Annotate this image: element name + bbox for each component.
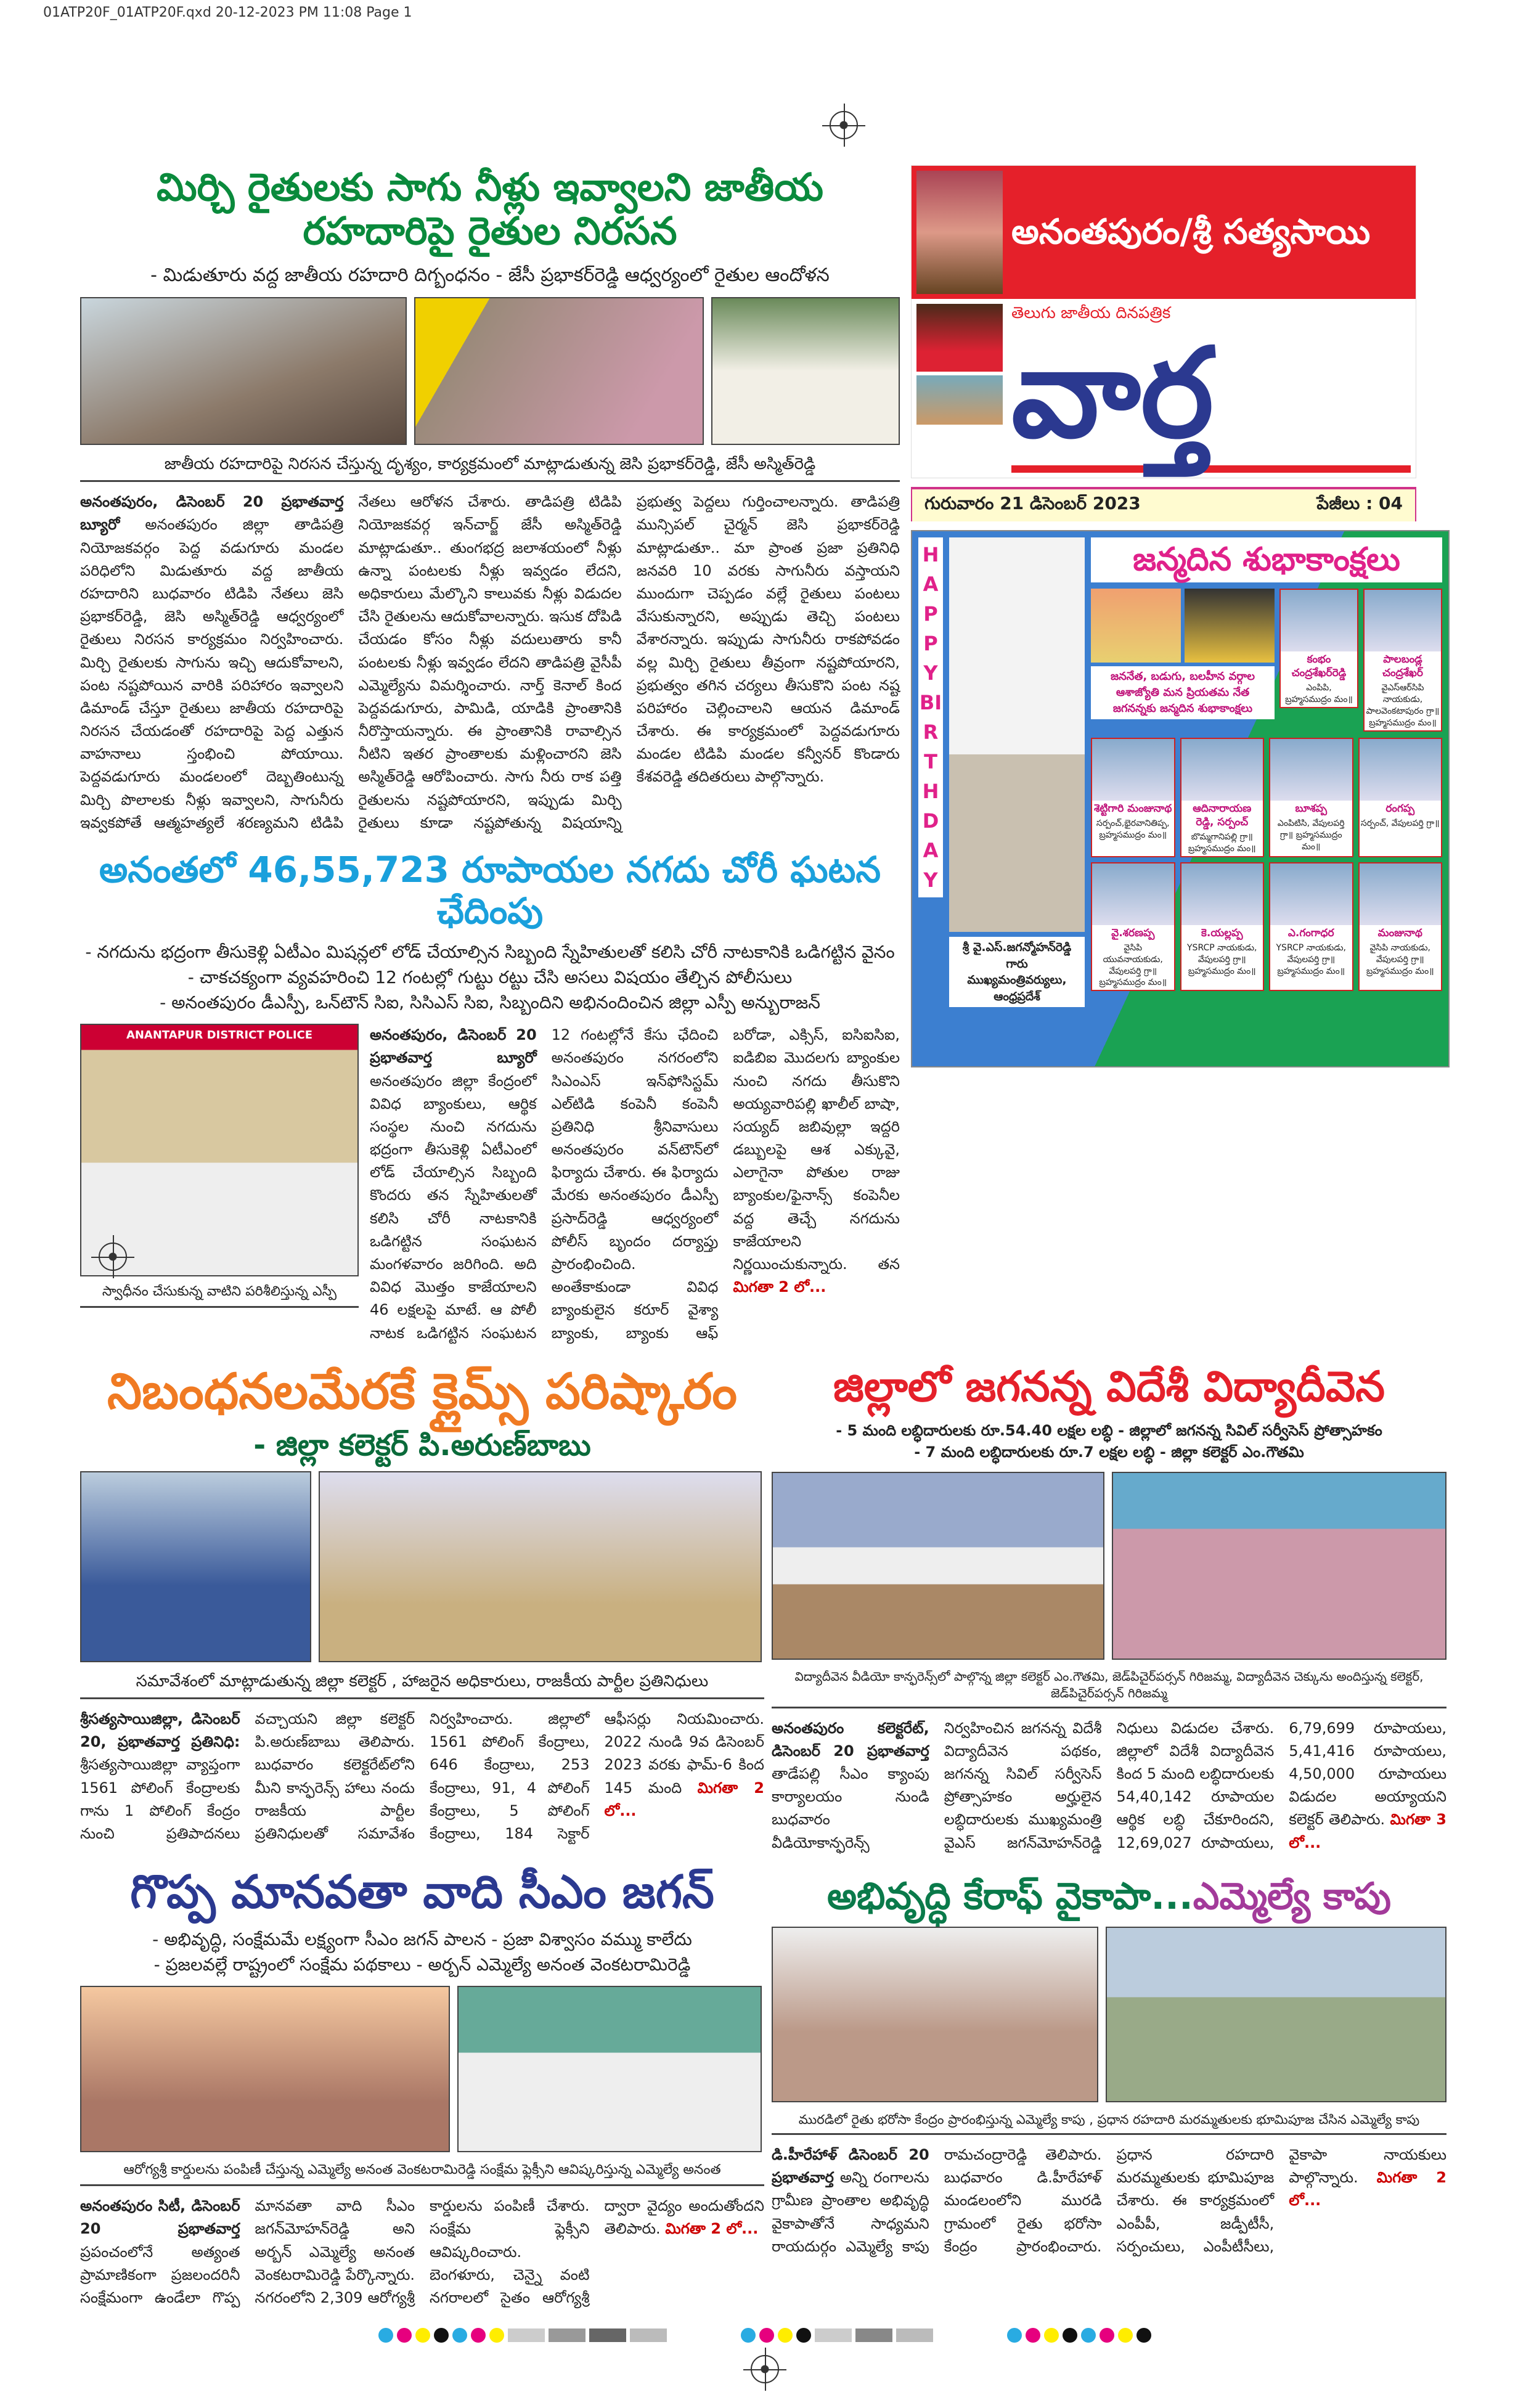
- person-role: YSRCP నాయకుడు, వేపులపర్తి గ్రా॥ బ్రహ్మసముద్రం మం॥: [1276, 942, 1346, 976]
- story2-subheads: [80, 940, 900, 1015]
- police-seized-cash-photo: [80, 1024, 359, 1276]
- person-photo: [1270, 863, 1352, 925]
- person-card: [1358, 862, 1443, 992]
- story6-body: [80, 2195, 764, 2309]
- cm-photo: [949, 537, 1085, 932]
- story1-photos: [80, 297, 900, 445]
- person-name: రంగప్ప: [1385, 802, 1415, 815]
- masthead-rule: [1011, 465, 1411, 473]
- person-name: ఎ.గంగాధర: [1287, 926, 1334, 939]
- ad-content: [1091, 537, 1442, 1060]
- road-bhoomi-puja-photo: [1106, 1927, 1446, 2102]
- person-photo: [1360, 739, 1442, 801]
- story2-subhead: - అనంతపురం డీఎస్పీ, ఒన్‌టౌన్ సిఐ, సిసిఎస్ సిఐ, సిబ్బందిని అభినందించిన జిల్లా ఎస్పీ అన్బురాజన్: [160, 992, 820, 1013]
- cm-name-block: [949, 937, 1085, 1007]
- edition-name: అనంతపురం/శ్రీ సత్యసాయి: [1011, 212, 1371, 253]
- story6-text: ప్రపంచంలోనే అత్యంత ప్రామాణికంగా ప్రజలందరినీ సంక్షేమంగా ఉండేలా గొప్ప మానవతా వాది సీఎం జగన్‌మోహన్‌రెడ్డి అని అర్బన్ ఎమ్మెల్యే అనంత వెంకటరామిరెడ్డి పేర్కొన్నారు. నగరంలోని 2,309 ఆరోగ్యశ్రీ కార్డులను పంపిణీ చేశారు. సంక్షేమ ఫ్లెక్సీని ఆవిష్కరించారు. బెంగళూరు, చెన్నై వంటి నగరాలలో సైతం ఆరోగ్యశ్రీ ద్వారా వైద్యం అందుతోందని తెలిపారు.: [80, 2197, 764, 2306]
- cm-role: ముఖ్యమంత్రివర్యులు, ఆంధ్రప్రదేశ్: [967, 973, 1067, 1003]
- story3-caption: విద్యాదీవెన వీడియో కాన్ఫరెన్స్‌లో పాల్గొన్న జిల్లా కలెక్టర్ ఎం.గౌతమి, జెడ్‌పిచైర్‌పర్సన్ గిరిజమ్మ, విద్యాదీవెన చెక్కును అందిస్తున్న కలెక్టర్, జెడ్‌పిచైర్‌పర్సన్ గిరిజమ్మ: [772, 1668, 1446, 1708]
- person-role: సర్పంచ్, వేపులపర్తి గ్రా॥: [1360, 818, 1440, 828]
- person-card: [1269, 862, 1353, 992]
- person-role: ఎంపిటిసి, వేపులపర్తి గ్రా॥ బ్రహ్మసముద్రం మం॥: [1277, 818, 1345, 852]
- meeting-hall-photo: [319, 1471, 762, 1662]
- story2-headline: అనంతలో 46,55,723 రూపాయల నగదు చోరీ ఘటన ఛేదింపు: [99, 849, 881, 932]
- registration-mark-icon: [751, 2355, 779, 2383]
- masthead-logo-block: [1011, 304, 1411, 473]
- person-photo: [1181, 863, 1263, 925]
- date-bar: [911, 487, 1416, 521]
- ad-person-grid: [1091, 738, 1442, 992]
- story6-subhead: - అభివృద్ధి, సంక్షేమమే లక్ష్యంగా సీఎం జగన్ పాలన - ప్రజా విశ్వాసం వమ్ము కాలేదు: [152, 1929, 692, 1950]
- story3-dateline: అనంతపురం కలెక్టరేట్, డిసెంబర్ 20 ప్రభాతవార్త: [772, 1719, 929, 1760]
- story4-text: శ్రీసత్యసాయిజిల్లా వ్యాప్తంగా 1561 పోలింగ్ కేంద్రాలకు గాను 1 పోలింగ్ కేంద్రం నుంచి ప్రతిపాదనలు వచ్చాయని జిల్లా కలెక్టర్ పి.అరుణ్‌బాబు తెలిపారు. బుధవారం కలెక్టరేట్‌లోని మీని కాన్ఫరెన్స్ హాలు నందు రాజకీయ పార్టీల ప్రతినిధులతో సమావేశం నిర్వహించారు. జిల్లాలో 1561 పోలింగ్ కేంద్రాలు, 646 కేంద్రాలు, 253 కేంద్రాలు, 91, 4 పోలింగ్ కేంద్రాలు, 5 పోలింగ్ కేంద్రాలు, 184 సెక్టార్ ఆఫీసర్లు నియమించారు. 2022 నుండి 9వ డిసెంబర్ 2023 వరకు ఫామ్-6 కింద 145 మంది: [80, 1710, 764, 1842]
- story5-text: అన్ని రంగాలను గ్రామీణ ప్రాంతాల అభివృద్ధి వైకాపాతోనే సాధ్యమని రాయదుర్గం ఎమ్మెల్యే కాపు రామచంద్రారెడ్డి తెలిపారు. బుధవారం డి.హీరేహాళ్ మండలంలోని మురడి గ్రామంలో రైతు భరోసా కేంద్రం ప్రారంభించారు. ప్రధాన రహదారి మరమ్మతులకు భూమిపూజ చేశారు. ఈ కార్యక్రమంలో ఎంపీపీ, జడ్పీటీసీ, సర్పంచులు, ఎంపీటీసీలు, వైకాపా నాయకులు పాల్గొన్నారు.: [772, 2146, 1446, 2255]
- leader-interview-photo: [711, 297, 900, 445]
- ad-leader-photos: [1091, 589, 1275, 663]
- tagline: తెలుగు జాతీయ దినపత్రిక: [1011, 304, 1171, 322]
- cheque-distribution-photo: [1112, 1472, 1446, 1660]
- story3-photos: [772, 1472, 1446, 1660]
- story3-subhead: - 7 మంది లబ్ధిదారులకు రూ.7 లక్షల లబ్ధి - జిల్లా కలెక్టర్ ఎం.గౌతమి: [914, 1443, 1304, 1461]
- continued-link[interactable]: మిగతా 2 లో...: [665, 2220, 759, 2238]
- story6-subhead: - ప్రజలవల్లే రాష్ట్రంలో సంక్షేమ పథకాలు - అర్బన్ ఎమ్మెల్యే అనంత వెంకటరామిరెడ్డి: [153, 1954, 691, 1975]
- story4-headline: నిబంధనలమేరకే క్లైమ్స్ పరిష్కారం: [107, 1362, 737, 1420]
- story5-dateline: డి.హీరేహాళ్ డిసెంబర్ 20 ప్రభాతవార్త: [772, 2146, 929, 2187]
- top-section: [80, 165, 1450, 1345]
- person-name: ఆదినారాయణ రెడ్డి, సర్పంచ్: [1193, 802, 1252, 828]
- flexi-unveiling-photo: [457, 1986, 762, 2152]
- story4-body: [80, 1708, 764, 1845]
- collector-speaking-photo: [80, 1471, 311, 1662]
- top-right-column: [911, 165, 1450, 1067]
- ad-top-row: [1091, 589, 1442, 732]
- person-photo: [1281, 590, 1357, 651]
- person-role: YSRCP నాయకుడు, వేపులపర్తి గ్రా॥ బ్రహ్మసముద్రం మం॥: [1187, 942, 1257, 976]
- person-role: ఎంపిపి, బ్రహ్మసముద్రం మం॥: [1285, 683, 1353, 705]
- story2-caption: స్వాధీనం చేసుకున్న వాటిని పరిశీలిస్తున్న ఎస్పీ: [80, 1283, 359, 1308]
- story5-headline-part2: ఎమ్మెల్యే కాపు: [1193, 1874, 1391, 1918]
- nandi-statue-photo: [916, 375, 1003, 425]
- person-photo: [1181, 739, 1263, 801]
- video-conference-photo: [772, 1472, 1104, 1660]
- page-footer: [80, 2328, 1450, 2383]
- police-banner-text: ANANTAPUR DISTRICT POLICE: [126, 1029, 313, 1042]
- ad-title: జన్మదిన శుభాకాంక్షలు: [1091, 537, 1442, 582]
- story5-photos: [772, 1927, 1446, 2102]
- story1-dateline: అనంతపురం, డిసెంబర్ 20 ప్రభాతవార్త బ్యూరో: [80, 493, 344, 534]
- person-photo: [1360, 863, 1442, 925]
- story1-headline: మిర్చి రైతులకు సాగు నీళ్లు ఇవ్వాలని జాతీయ రహదారిపై రైతుల నిరసన: [157, 165, 823, 254]
- story2-body: [370, 1024, 900, 1345]
- story6-subheads: [80, 1927, 764, 1977]
- continued-link[interactable]: మిగతా 3 లో...: [1289, 1811, 1446, 1851]
- masthead-band: [912, 166, 1416, 299]
- story3-headline: జిల్లాలో జగనన్న విదేశీ విద్యాదీవెన: [833, 1362, 1385, 1411]
- person-role: వైసిపి యువనాయకుడు, వేపులపర్తి గ్రా॥ బ్రహ్మసముద్రం మం॥: [1099, 942, 1167, 988]
- person-name: కె.యల్లప్ప: [1201, 926, 1243, 939]
- issue-date: గురువారం 21 డిసెంబర్ 2023: [924, 493, 1141, 513]
- birthday-advertisement: [911, 530, 1450, 1067]
- story6-dateline: అనంతపురం సిటీ, డిసెంబర్ 20 ప్రభాతవార్త: [80, 2197, 240, 2238]
- story4-dateline: శ్రీసత్యసాయిజిల్లా, డిసెంబర్ 20, ప్రభాతవార్త ప్రతినిధి:: [80, 1710, 240, 1751]
- story4-caption: సమావేశంలో మాట్లాడుతున్న జిల్లా కలెక్టర్ , హాజరైన అధికారులు, రాజకీయ పార్టీల ప్రతినిధులు: [80, 1671, 764, 1699]
- page-count: పేజీలు : 04: [1316, 493, 1403, 513]
- story6-caption: ఆరోగ్యశ్రీ కార్డులను పంపిణీ చేస్తున్న ఎమ్మెల్యే అనంత వెంకటరామిరెడ్డి సంక్షేమ ఫ్లెక్సీని ఆవిష్కరిస్తున్న ఎమ్మెల్యే అనంత: [80, 2161, 764, 2186]
- story1-caption: జాతీయ రహదారిపై నిరసన చేస్తున్న దృశ్యం, కార్యక్రమంలో మాట్లాడుతున్న జెసి ప్రభాకర్‌రెడ్డి, జేసీ అస్మిత్‌రెడ్డి: [80, 454, 900, 482]
- person-card: [1091, 738, 1175, 857]
- story3-subhead: - 5 మంది లబ్ధిదారులకు రూ.54.40 లక్షల లబ్ధి - జిల్లాలో జగనన్న సివిల్ సర్వీసెస్ ప్రోత్సాహకం: [836, 1421, 1382, 1439]
- bottom-section: [80, 1363, 1450, 2309]
- health-card-distribution-photo: [80, 1986, 450, 2152]
- story2-content: [80, 1024, 900, 1345]
- woman-leader-photo: [1185, 589, 1275, 663]
- sai-baba-photo: [916, 304, 1003, 372]
- continued-link[interactable]: మిగతా 2 లో...: [733, 1278, 826, 1296]
- person-name: మంజునాథ: [1377, 926, 1422, 939]
- top-left-column: [80, 165, 900, 1345]
- story1-text: అనంతపురం జిల్లా తాడిపత్రి నియోజకవర్గం పెద్ద వడుగూరు మండల పరిధిలోని మిడుతూరు వద్ద జాతీయ రహదారిని బుధవారం టిడిపి నేతలు జెసి ప్రభాకర్‌రెడ్డి, జెసి అస్మిత్‌రెడ్డి ఆధ్వర్యంలో రైతులు నిరసన కార్యక్రమం నిర్వహించారు. మిర్చి రైతులకు సాగును ఇచ్చి ఆదుకోవాలని, పంట నష్టపోయిన వారికి పరిహారం ఇవ్వాలని డిమాండ్ చేస్తూ రైతులు జాతీయ రహదారిపై నిరసన చేయడంతో రహదారిపై పెద్ద ఎత్తున వాహనాలు స్తంభించి పోయాయి. పెద్దవడుగూరు మండలంలో దెబ్బతింటున్న మిర్చి పొలాలకు నీళ్లు ఇవ్వాలని, సాగునీరు ఇవ్వకపోతే ఆత్మహత్యలే శరణ్యమని టిడిపి నేతలు ఆరోళన చేశారు. తాడిపత్రి టిడిపి నియోజకవర్గ ఇన్‌చార్జ్ జేసీ అస్మిత్‌రెడ్డి మాట్లాడుతూ.. తుంగభద్ర జలాశయంలో నీళ్లు ఉన్నా పంటలకు నీళ్లు ఇవ్వడం లేదని, అధికారులు మేల్కొని కాలువకు నీళ్లు విడుదల చేసి రైతులను ఆదుకోవాలన్నారు. ఇసుక దోపిడి చేయడం కోసం నీళ్లు వదులుతారు కానీ పంటలకు నీళ్లు ఇవ్వడం లేదని తాడిపత్రి వైసీపీ ఎమ్మెల్యేను విమర్శించారు. నార్త్ కెనాల్ కింద పెద్దవడుగూరు, పామిడి, యాడికి ప్రాంతానికి నీరొస్తాయన్నారు. ఈ ప్రాంతానికి రావాల్సిన నీటిని ఇతర ప్రాంతాలకు మళ్లించారని జెసి అస్మిత్‌రెడ్డి ఆరోపించారు. సాగు నీరు రాక పత్తి రైతులను నష్టపోయారని, ఇప్పుడు మిర్చి రైతులు కూడా నష్టపోతున్న విషయాన్ని ప్రభుత్వ పెద్దలు గుర్తించాలన్నారు. తాడిపత్రి మున్సిపల్ చైర్మన్ జెసి ప్రభాకర్‌రెడ్డి మాట్లాడుతూ.. మా ప్రాంత ప్రజా ప్రతినిధి జనవరి 10 వరకు సాగునీరు వస్తాయని ముందుగా చెప్పడం వల్లే రైతులు పంటలు వేసుకున్నారని, అప్పుడు తెచ్చి పంటలు వేశారన్నారు. ఇప్పుడు సాగునీరు రాకపోవడం వల్ల మిర్చి రైతులు తీవ్రంగా నష్టపోయారని, ప్రభుత్వం తగిన చర్యలు తీసుకొని పంట నష్ట పరిహారం చెల్లించాలని ఆయన డిమాండ్ చేశారు. ఈ కార్యక్రమంలో పెద్దవడుగూరు మండల టిడిపి మండల కన్వీనర్ కొండారు కేశవరెడ్డి తదితరులు పాల్గొన్నారు.: [80, 493, 900, 831]
- newspaper-logo: వార్త: [1011, 322, 1214, 465]
- story6-photos: [80, 1986, 764, 2152]
- story2-text: అనంతపురం జిల్లా కేంద్రంలో వివిధ బ్యాంకులు, ఆర్థిక సంస్థల నుంచి నగదును భద్రంగా తీసుకెళ్లి ఏటీఎంలో లోడ్ చేయాల్సిన సిబ్బంది కొందరు తన స్నేహితులతో కలిసి చోరీ నాటకానికి ఒడిగట్టిన సంఘటన మంగళవారం జరిగింది. అది వివిధ మొత్తం కాజేయాలని 46 లక్షలపై మాటే. ఆ పోలీ నాటక ఒడిగట్టిన సంఘటన 12 గంటల్లోనే కేసు ఛేదించి అనంతపురం నగరంలోని సిఎంఎస్ ఇన్‌ఫోసిస్టమ్ ఎల్‌టిడి కంపెనీ కంపెనీ ప్రతినిధి శ్రీనివాసులు అనంతపురం వన్‌టౌన్‌లో ఫిర్యాదు చేశారు. ఈ ఫిర్యాదు మేరకు అనంతపురం డీఎస్పీ ప్రసాద్‌రెడ్డి ఆధ్వర్యంలో పోలీస్ బృందం దర్యాప్తు ప్రారంభించింది. అంతేకాకుండా వివిధ బ్యాంకులైన కరూర్ వైశ్యా బ్యాంకు, బ్యాంకు ఆఫ్ బరోడా, ఎక్సిస్, ఐసిఐసిఐ, ఐడిబిఐ మొదలగు బ్యాంకుల నుంచి నగదు తీసుకొని అయ్యవారిపల్లి ఖాలీల్ బాషా, సయ్యద్ జబివుల్లా ఇద్దరి డబ్బులపై ఆశ ఎక్కువై, ఎలాగైనా పోతుల రాజు బ్యాంకుల/ఫైనాన్స్ కంపెనీల వద్ద తెచ్చే నగదును కాజేయాలని నిర్ణయించుకున్నారు. తన: [370, 1026, 900, 1342]
- happy-birthday-vertical: HAPPY BIRTHDAY: [918, 537, 943, 897]
- cm-block: [949, 537, 1085, 1060]
- ad-intro: [1091, 589, 1275, 719]
- rythu-bharosa-opening-photo: [772, 1927, 1098, 2102]
- person-role: వైఎస్ఆర్‌సిపి నాయకుడు, పాలవెంకటాపురం గ్రా॥ బ్రహ్మసముద్రం మం॥: [1366, 683, 1440, 728]
- cm-name: శ్రీ వై.ఎస్.జగన్మోహన్‌రెడ్డి గారు: [962, 941, 1072, 971]
- person-name: శెట్టిగారి మంజునాథ: [1094, 802, 1172, 815]
- print-color-bar: [378, 2328, 667, 2343]
- protest-crowd-photo: [414, 297, 704, 445]
- story3-subheads: [772, 1420, 1446, 1463]
- bottom-left-column: [80, 1363, 764, 2309]
- story6-headline: గొప్ప మానవతా వాది సీఎం జగన్: [130, 1866, 714, 1919]
- story4-photos: [80, 1471, 764, 1662]
- masthead: [911, 165, 1416, 478]
- masthead-lower: [912, 299, 1416, 478]
- person-name: బూశప్ప: [1295, 802, 1328, 815]
- person-photo: [1092, 739, 1174, 801]
- farmers-protest-photo: [80, 297, 407, 445]
- print-color-bar: [1007, 2328, 1151, 2343]
- file-slug: 01ATP20F_01ATP20F.qxd 20-12-2023 PM 11:08 Page 1: [43, 5, 412, 20]
- continued-link[interactable]: మిగతా 2 లో...: [1289, 2169, 1446, 2210]
- print-color-bars: [378, 2328, 1151, 2343]
- person-card: [1279, 589, 1358, 708]
- story1-body: [80, 491, 900, 835]
- story5-caption: మురడిలో రైతు భరోసా కేంద్రం ప్రారంభిస్తున్న ఎమ్మెల్యే కాపు , ప్రధాన రహదారి మరమ్మతులకు భూమిపూజ చేసిన ఎమ్మెల్యే కాపు: [772, 2111, 1446, 2135]
- continued-link[interactable]: మిగతా 2 లో...: [604, 1779, 764, 1819]
- person-card: [1363, 589, 1442, 732]
- masthead-photos: [916, 304, 1003, 473]
- person-card: [1269, 738, 1353, 857]
- person-role: వైసిపి నాయకుడు, వేపులపర్తి గ్రా॥ బ్రహ్మసముద్రం మం॥: [1366, 942, 1434, 976]
- story2-subhead: - నగదును భద్రంగా తీసుకెళ్లి ఏటీఎం మిషన్లలో లోడ్ చేయాల్సిన సిబ్బంది స్నేహితులతో కలిసి చోరీ నాటకానికి ఒడిగట్టిన వైనం: [85, 942, 895, 963]
- person-role: సర్పంచ్,భైరవానితిప్ప, బ్రహ్మసముద్రం మం॥: [1096, 818, 1170, 840]
- person-photo: [1092, 863, 1174, 925]
- print-color-bar: [741, 2328, 933, 2343]
- person-photo: [1365, 590, 1441, 651]
- person-card: [1091, 862, 1175, 992]
- person-card: [1358, 738, 1443, 857]
- person-card: [1180, 862, 1265, 992]
- person-card: [1180, 738, 1265, 857]
- deity-photo: [916, 171, 1003, 294]
- person-photo: [1270, 739, 1352, 801]
- story2-subhead: - చాకచక్యంగా వ్యవహరించి 12 గంటల్లో గుట్టు రట్టు చేసి అసలు విషయం తేల్చిన పోలీసులు: [187, 966, 793, 987]
- person-name: వై.శరణప్ప: [1111, 926, 1155, 939]
- story1-subhead: - మిడుతూరు వద్ద జాతీయ రహదారి దిగ్బంధనం - జేసీ ప్రభాకర్‌రెడ్డి ఆధ్వర్యంలో రైతుల ఆందోళన: [150, 264, 830, 286]
- story4-subhead: - జిల్లా కలెక్టర్ పి.అరుణ్‌బాబు: [253, 1427, 591, 1463]
- story3-text: తాడేపల్లి సీఎం క్యాంపు కార్యాలయం నుండి బుధవారం వీడియోకాన్ఫరెన్స్ నిర్వహించిన జగనన్న విదేశీ విద్యాదీవెన పథకం, జగనన్న సివిల్ సర్వీసెస్ ప్రోత్సాహకం అర్హులైన లబ్ధిదారులకు ముఖ్యమంత్రి వైఎస్ జగన్‌మోహన్‌రెడ్డి నిధులు విడుదల చేశారు. జిల్లాలో విదేశీ విద్యాదీవెన కింద 5 మంది లబ్ధిదారులకు 54,40,142 రూపాయల ఆర్థిక లబ్ధి చేకూరిందని, 12,69,027 రూపాయలు, 6,79,699 రూపాయలు, 5,41,416 రూపాయలు, 4,50,000 రూపాయలు విడుదల అయ్యాయని కలెక్టర్ తెలిపారు.: [772, 1719, 1446, 1851]
- story5-headline-part1: అభివృద్ధి కేరాఫ్ వైకాపా...: [827, 1874, 1193, 1918]
- ysr-photo: [1091, 589, 1181, 663]
- story2-dateline: అనంతపురం, డిసెంబర్ 20 ప్రభాతవార్త బ్యూరో: [370, 1026, 537, 1067]
- registration-mark-icon: [99, 1243, 127, 1271]
- person-name: కంభం చంద్రశేఖర్‌రెడ్డి: [1291, 653, 1347, 680]
- person-name: పాలబండ్ల చంద్రశేఖర్: [1382, 653, 1423, 680]
- story5-body: [772, 2144, 1446, 2258]
- registration-mark-icon: [830, 111, 858, 139]
- story3-body: [772, 1717, 1446, 1855]
- story5-headline: [772, 1875, 1446, 1918]
- person-role: బొమ్మగానిపల్లి గ్రా॥ బ్రహ్మసముద్రం మం॥: [1188, 831, 1256, 854]
- ad-message: జననేత, బడుగు, బలహీన వర్గాల ఆశాజ్యోతి మన ప్రియతమ నేత జగనన్నకు జన్మదిన శుభాకాంక్షలు: [1091, 666, 1275, 719]
- bottom-right-column: [772, 1363, 1446, 2258]
